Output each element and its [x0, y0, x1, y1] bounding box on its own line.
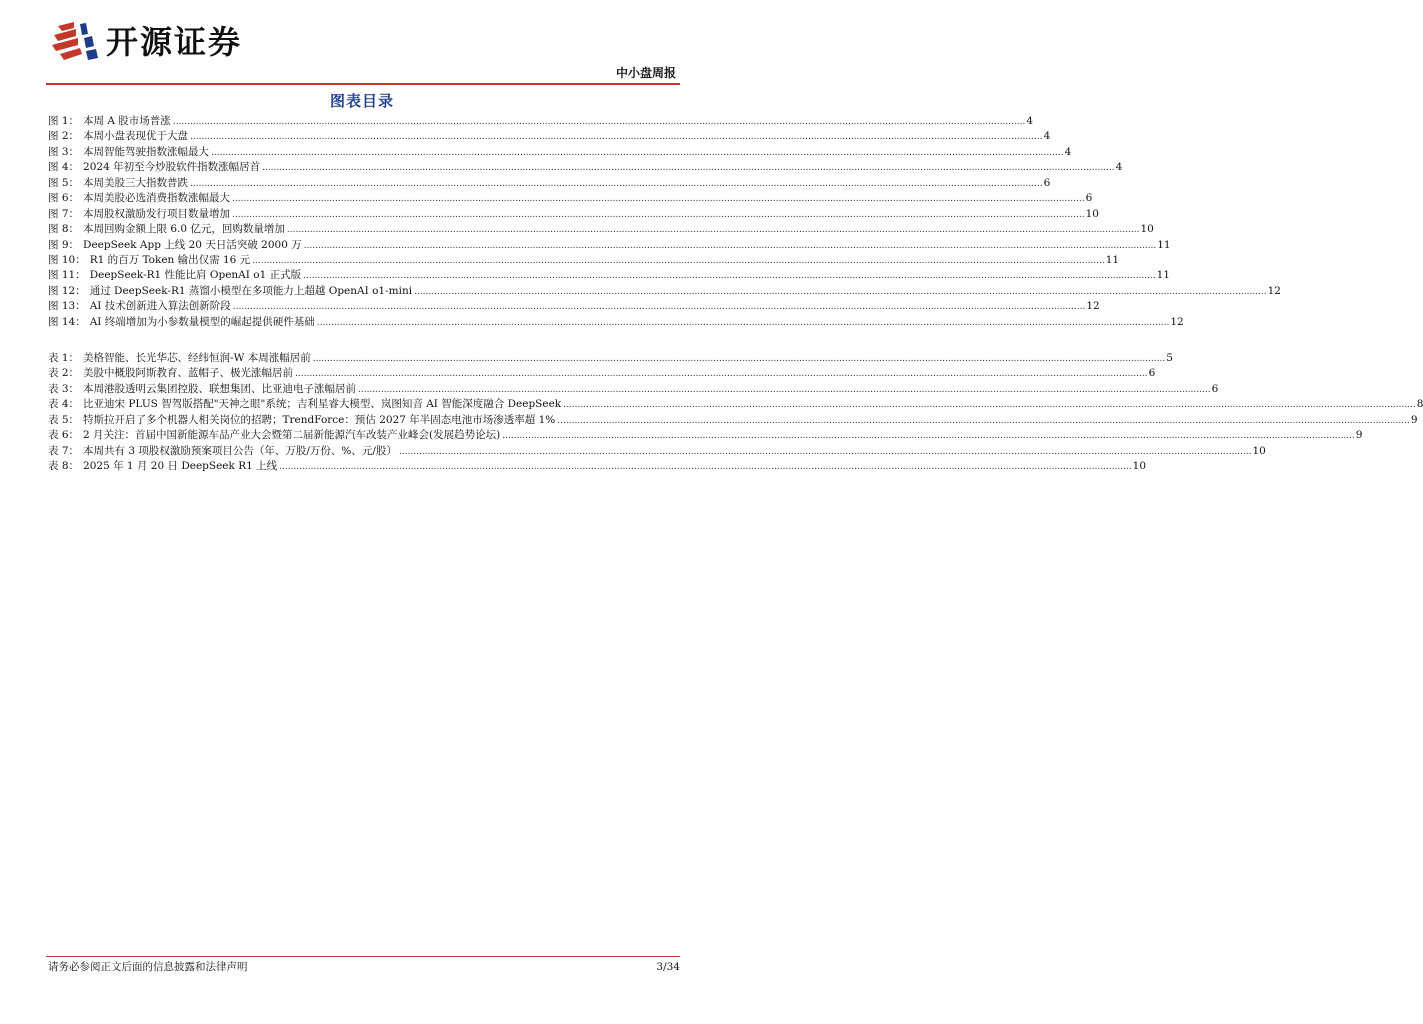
- toc-text: 本周美股必选消费指数涨幅最大: [83, 192, 231, 205]
- toc-leader: [287, 223, 1140, 238]
- figure-list: [48, 114, 1281, 330]
- toc-leader: [304, 239, 1157, 254]
- company-logo: [48, 20, 288, 64]
- toc-page: 6: [1085, 192, 1093, 205]
- toc-leader: [232, 208, 1085, 223]
- toc-text: 通过 DeepSeek-R1 蒸馏小模型在多项能力上超越 OpenAI o1-mini: [89, 284, 413, 297]
- toc-text: 2024 年初至今炒股软件指数涨幅居首: [83, 161, 261, 174]
- toc-text: 特斯拉开启了多个机器人相关岗位的招聘；TrendForce：预估 2027 年半固态电池市场渗透率超 1%: [83, 413, 556, 426]
- toc-entry[interactable]: [48, 253, 1120, 268]
- footer-divider: [46, 956, 680, 957]
- toc-label: 表 3：: [48, 382, 80, 395]
- toc-entry[interactable]: [48, 160, 1123, 175]
- toc-page: 4: [1026, 115, 1034, 127]
- toc-text: 美股中概股阿斯教育、蓝帽子、极光涨幅居前: [83, 367, 294, 380]
- toc-page: 12: [1086, 300, 1100, 313]
- toc-label: 图 14：: [48, 315, 86, 328]
- toc-page: 10: [1140, 223, 1154, 236]
- toc-page: 9: [1355, 429, 1363, 442]
- toc-label: 图 8：: [48, 223, 80, 236]
- toc-label: 图 10：: [48, 253, 86, 266]
- toc-leader: [252, 254, 1105, 269]
- toc-label: 图 7：: [48, 207, 80, 220]
- table-list: [48, 351, 1423, 475]
- toc-entry[interactable]: [48, 459, 1147, 474]
- toc-entry[interactable]: [48, 299, 1100, 314]
- toc-text: R1 的百万 Token 输出仅需 16 元: [89, 253, 251, 266]
- toc-leader: [262, 161, 1115, 176]
- toc-entry[interactable]: [48, 382, 1219, 397]
- logo-text: 开源证券: [106, 23, 243, 61]
- toc-entry[interactable]: [48, 176, 1051, 191]
- toc-page: 11: [1157, 238, 1171, 251]
- toc-title: 图表目录: [329, 92, 394, 110]
- toc-label: 图 11：: [48, 269, 86, 282]
- toc-text: AI 技术创新进入算法创新阶段: [89, 300, 231, 313]
- page-header: [0, 0, 724, 82]
- report-type: 中小盘周报: [615, 66, 676, 80]
- toc-entry[interactable]: [48, 222, 1154, 237]
- toc-leader: [232, 192, 1085, 207]
- toc-leader: [303, 269, 1156, 284]
- toc-text: DeepSeek-R1 性能比肩 OpenAI o1 正式版: [89, 269, 302, 282]
- toc-page: 4: [1043, 130, 1051, 143]
- toc-label: 图 12：: [48, 284, 86, 297]
- toc-entry[interactable]: [48, 444, 1266, 459]
- toc-label: 图 3：: [48, 145, 80, 158]
- toc-label: 图 1：: [48, 115, 80, 127]
- toc-entry[interactable]: [48, 207, 1099, 222]
- toc-page: 11: [1156, 269, 1170, 282]
- toc-text: 本周回购金额上限 6.0 亿元，回购数量增加: [83, 223, 285, 236]
- toc-label: 表 4：: [48, 398, 80, 411]
- toc-leader: [279, 460, 1132, 475]
- toc-text: 本周 A 股市场普涨: [83, 115, 171, 127]
- toc-page: 12: [1170, 315, 1184, 328]
- toc-leader: [211, 146, 1064, 161]
- toc-leader: [313, 352, 1166, 367]
- toc-page: 8: [1416, 398, 1423, 411]
- page-number: 3/34: [656, 961, 680, 973]
- toc-page: 10: [1132, 460, 1147, 473]
- toc-label: 图 6：: [48, 192, 80, 205]
- toc-page: 6: [1148, 367, 1156, 380]
- toc-leader: [295, 367, 1148, 382]
- toc-page: 6: [1211, 382, 1219, 395]
- toc-text: 2025 年 1 月 20 日 DeepSeek R1 上线: [83, 460, 278, 473]
- toc-label: 表 5：: [48, 413, 80, 426]
- toc-label: 图 2：: [48, 130, 80, 143]
- toc-leader: [414, 285, 1267, 300]
- header-divider: [46, 83, 680, 85]
- toc-entry[interactable]: [48, 315, 1184, 330]
- toc-text: 本周共有 3 项股权激励预案项目公告（年、万股/万份、%、元/股）: [83, 444, 397, 457]
- toc-text: 本周美股三大指数普跌: [83, 176, 189, 189]
- toc-leader: [502, 429, 1355, 444]
- toc-leader: [399, 445, 1252, 460]
- toc-text: 美格智能、长光华芯、经纬恒润-W 本周涨幅居前: [83, 352, 311, 364]
- toc-label: 表 2：: [48, 367, 80, 380]
- toc-entry[interactable]: [48, 413, 1418, 428]
- toc-page: 5: [1166, 352, 1173, 364]
- toc-label: 表 1：: [48, 352, 80, 364]
- toc-entry[interactable]: [48, 129, 1051, 144]
- toc-page: 11: [1105, 253, 1120, 266]
- toc-text: DeepSeek App 上线 20 天日活突破 2000 万: [83, 238, 302, 251]
- toc-leader: [173, 115, 1026, 130]
- toc-text: AI 终端增加为小参数量模型的崛起提供硬件基础: [89, 315, 315, 328]
- toc-entry[interactable]: [48, 397, 1423, 412]
- toc-label: 表 8：: [48, 460, 80, 473]
- toc-page: 10: [1085, 207, 1099, 220]
- toc-text: 本周港股透明云集团控股、联想集团、比亚迪电子涨幅居前: [83, 382, 357, 395]
- toc-text: 本周股权激励发行项目数量增加: [83, 207, 231, 220]
- toc-page: 6: [1043, 176, 1051, 189]
- toc-leader: [563, 398, 1416, 413]
- toc-entry[interactable]: [48, 268, 1170, 283]
- toc-text: 本周智能驾驶指数涨幅最大: [83, 145, 210, 158]
- footer-disclaimer: 请务必参阅正文后面的信息披露和法律声明: [48, 961, 248, 973]
- toc-entry[interactable]: [48, 351, 1173, 366]
- toc-leader: [358, 383, 1211, 398]
- toc-label: 表 7：: [48, 444, 80, 457]
- toc-page: 9: [1410, 413, 1418, 426]
- toc-page: 4: [1115, 161, 1123, 174]
- toc-entry[interactable]: [48, 145, 1072, 160]
- kaiyuan-logo-icon: [48, 20, 102, 64]
- toc-entry[interactable]: [48, 191, 1093, 206]
- toc-label: 图 9：: [48, 238, 80, 251]
- toc-leader: [190, 130, 1043, 145]
- toc-entry[interactable]: [48, 366, 1156, 381]
- toc-leader: [317, 316, 1170, 331]
- toc-text: 2 月关注：首届中国新能源车品产业大会暨第二届新能源汽车改装产业峰会(发展趋势论坛): [83, 429, 501, 442]
- toc-leader: [557, 414, 1410, 429]
- toc-label: 图 13：: [48, 300, 86, 313]
- toc-text: 本周小盘表现优于大盘: [83, 130, 189, 143]
- toc-entry[interactable]: [48, 428, 1363, 443]
- toc-label: 图 4：: [48, 161, 80, 174]
- toc-page: 10: [1252, 444, 1266, 457]
- toc-entry[interactable]: [48, 284, 1281, 299]
- toc-label: 图 5：: [48, 176, 80, 189]
- toc-label: 表 6：: [48, 429, 80, 442]
- toc-entry[interactable]: [48, 238, 1171, 253]
- toc-leader: [233, 300, 1086, 315]
- toc-entry[interactable]: [48, 114, 1034, 129]
- toc-page: 12: [1267, 284, 1281, 297]
- toc-page: 4: [1064, 145, 1072, 158]
- toc-text: 比亚迪宋 PLUS 智驾版搭配"天神之眼"系统；吉利星睿大模型、岚图知音 AI 智能深度融合 DeepSeek: [83, 398, 562, 411]
- toc-leader: [190, 177, 1043, 192]
